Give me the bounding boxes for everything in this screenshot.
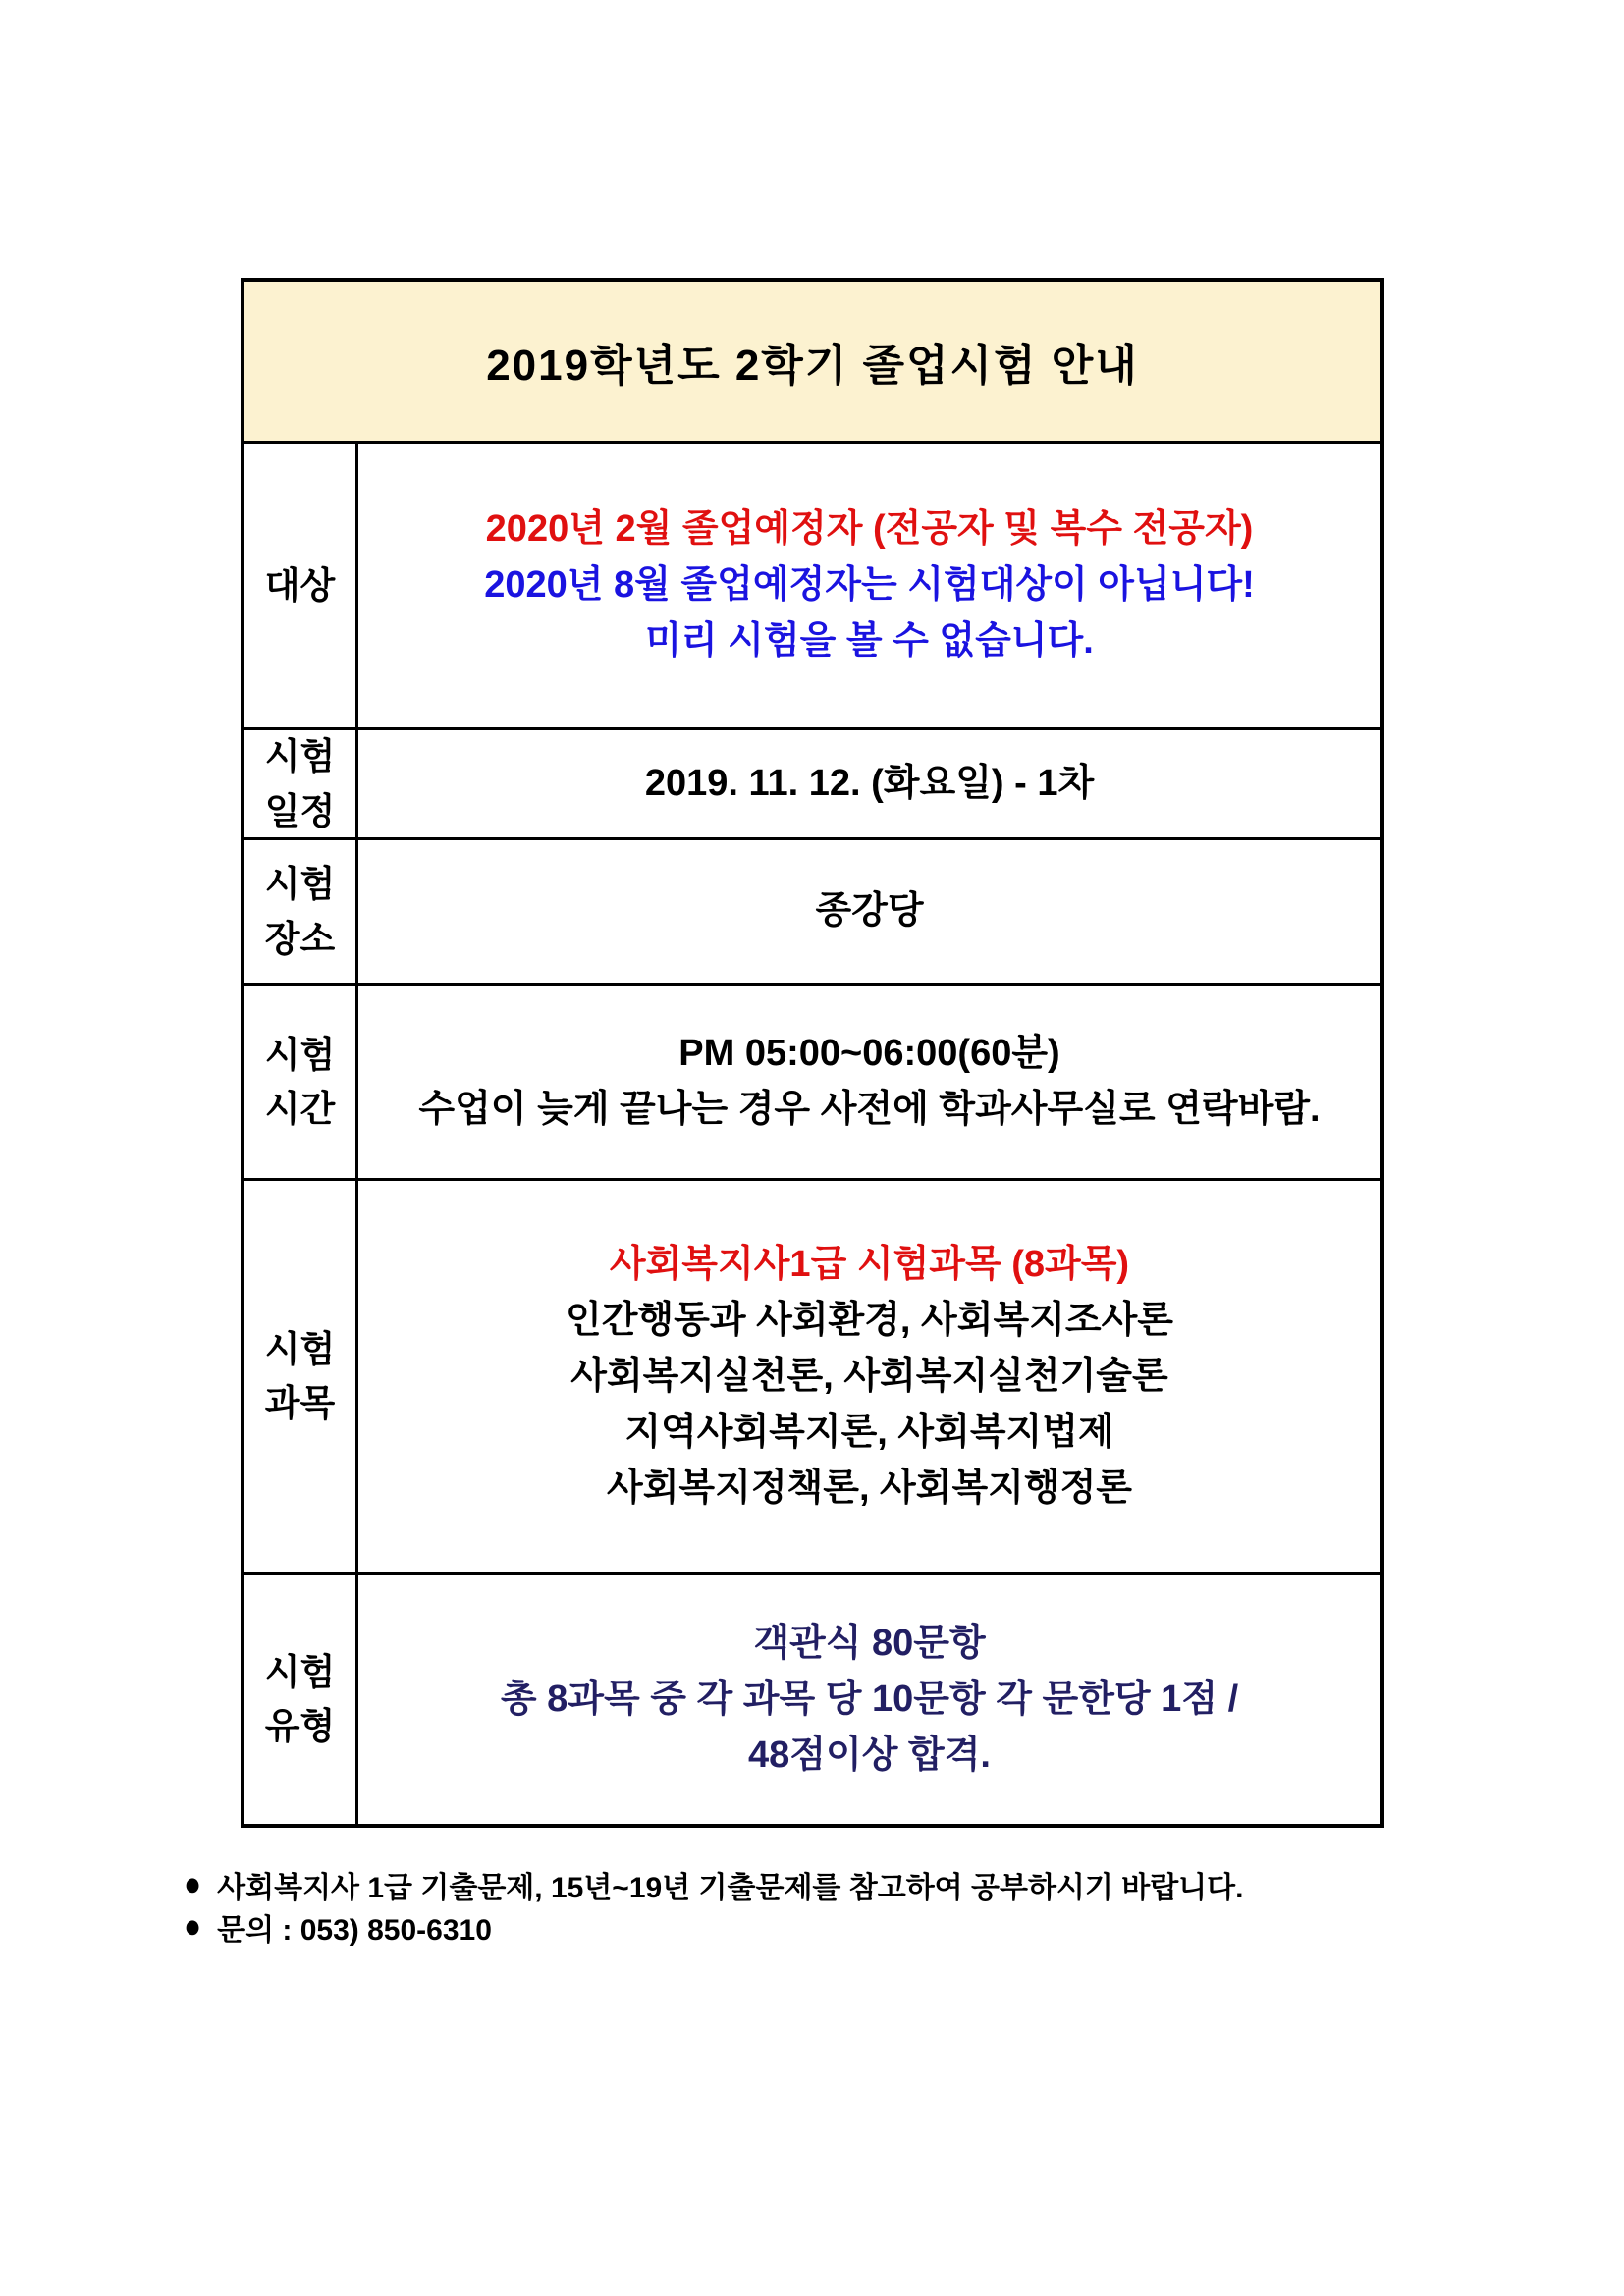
row-header-label: 시험	[264, 736, 336, 776]
row-header-label: 시험	[264, 1651, 336, 1692]
row-header-schedule	[244, 730, 358, 837]
cell-text-line: 48점이상 합격.	[748, 1734, 991, 1776]
row-header-label: 장소	[264, 918, 336, 959]
row-header-label: 시험	[264, 1034, 336, 1075]
cell-text-line: 객관식 80문항	[753, 1622, 986, 1664]
row-header-label: 시험	[264, 1328, 336, 1369]
row-body-subjects	[358, 1181, 1380, 1572]
cell-text-line: 총 8과목 중 각 과목 당 10문항 각 문한당 1점 /	[500, 1678, 1239, 1720]
row-header-label: 시간	[264, 1089, 336, 1129]
row-body-schedule	[358, 730, 1380, 837]
row-header-label: 과목	[264, 1383, 336, 1423]
cell-text-line: 2020년 2월 졸업예정자 (전공자 및 복수 전공자)	[485, 508, 1254, 550]
row-header-time	[244, 986, 358, 1178]
cell-text-line: 2019. 11. 12. (화요일) - 1차	[644, 763, 1095, 804]
table-row-place	[244, 840, 1380, 986]
cell-text-line: 종강당	[815, 890, 924, 932]
row-body-time	[358, 986, 1380, 1178]
row-header-subjects	[244, 1181, 358, 1572]
row-body-type	[358, 1575, 1380, 1824]
table-row-subjects	[244, 1181, 1380, 1575]
row-header-label: 시험	[264, 864, 336, 904]
cell-text-line: 2020년 8월 졸업예정자는 시험대상이 아닙니다!	[484, 564, 1255, 606]
row-header-label: 유형	[264, 1706, 336, 1746]
cell-text-line: 지역사회복지론, 사회복지법제	[624, 1411, 1114, 1453]
table-row-target	[244, 444, 1380, 730]
footnote-item	[184, 1863, 1243, 1905]
row-body-place	[358, 840, 1380, 983]
bullet-icon: ●	[184, 1906, 202, 1945]
table-row-type	[244, 1575, 1380, 1824]
footnote-text: 사회복지사 1급 기출문제, 15년~19년 기출문제를 참고하여 공부하시기 바랍니다.	[217, 1871, 1244, 1904]
row-header-label: 대상	[264, 564, 336, 606]
cell-text-line: 사회복지실천론, 사회복지실천기술론	[570, 1355, 1168, 1397]
table-title-row	[244, 282, 1380, 444]
bullet-icon: ●	[184, 1864, 202, 1902]
row-header-target	[244, 444, 358, 727]
cell-text-line: 수업이 늦게 끝나는 경우 사전에 학과사무실로 연락바람.	[418, 1089, 1321, 1130]
footnote-text: 문의 : 053) 850-6310	[217, 1913, 492, 1947]
document-title: 2019학년도 2학기 졸업시험 안내	[486, 342, 1139, 390]
cell-text-line: 인간행동과 사회환경, 사회복지조사론	[565, 1299, 1173, 1341]
row-body-target	[358, 444, 1380, 727]
table-row-time	[244, 986, 1380, 1181]
row-header-place	[244, 840, 358, 983]
cell-text-line: 미리 시험을 볼 수 없습니다.	[645, 620, 1094, 662]
table-row-schedule	[244, 730, 1380, 840]
cell-text-line: 사회복지정책론, 사회복지행정론	[606, 1467, 1133, 1509]
exam-notice-table	[241, 278, 1384, 1828]
row-header-type	[244, 1575, 358, 1824]
footnotes	[184, 1863, 1243, 1948]
cell-text-line: 사회복지사1급 시험과목 (8과목)	[609, 1243, 1130, 1285]
row-header-label: 일정	[264, 790, 336, 831]
cell-text-line: PM 05:00~06:00(60분)	[678, 1033, 1060, 1074]
footnote-item	[184, 1905, 1243, 1948]
